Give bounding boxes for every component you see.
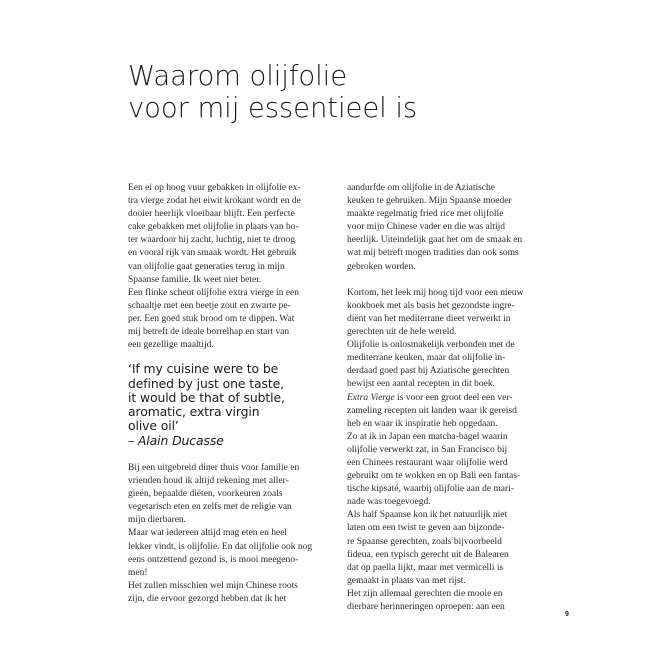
- paragraph-cookbook: [347, 287, 547, 339]
- page-title: [128, 60, 588, 124]
- text-line: Kortom, het leek mij hoog tijd voor een nieuw: [347, 287, 524, 298]
- paragraph-memories: [347, 588, 547, 614]
- text-line: van olijfolie gaat generaties terug in mijn: [128, 261, 285, 272]
- text-line: dat op paella lijkt, maar met vermicelli is: [347, 562, 504, 573]
- text-line: zameling recepten uit landen waar ik gereisd: [347, 405, 517, 416]
- page-number: 9: [565, 611, 569, 618]
- text-line: een gezellige maaltijd.: [128, 340, 214, 351]
- text-line: Het zijn allemaal gerechten die mooie en: [347, 588, 503, 599]
- quote-line: it would be that of subtle,: [128, 389, 285, 405]
- text-line: eens ontzettend gezond is, is mooi meegeno-: [128, 554, 299, 565]
- title-line-1: Waarom olijfolie: [128, 60, 348, 92]
- text-line: dierbare herinneringen oproepen: aan een: [347, 602, 505, 612]
- text-line: kookboek met als basis het gezondste ingre-: [347, 300, 515, 311]
- text-line: nade was toegevoegd.: [347, 497, 431, 508]
- paragraph-asian-kitchen: [347, 182, 547, 274]
- text-line: Als half Spaanse kon ik het natuurlijk niet: [347, 510, 508, 521]
- title-line-2: voor mij essentieel is: [128, 92, 418, 124]
- text-line: Een ei op hoog vuur gebakken in olijfolie ex-: [128, 183, 301, 193]
- text-line: zijn, die ervoor gezorgd hebben dat ik het: [128, 593, 287, 604]
- paragraph-dipping: [128, 287, 328, 352]
- text-line: heb en waar ik inspiratie heb opgedaan.: [347, 418, 498, 429]
- text-line: re Spaanse gerechten, zoals bijvoorbeeld: [347, 536, 502, 547]
- book-title-italic: Extra Vierge: [347, 392, 395, 403]
- text-line: [347, 392, 547, 405]
- text-line: voor mijn Chinese vader en die was altijd: [347, 222, 506, 233]
- text-line: keuken te gebruiken. Mijn Spaanse moeder: [347, 196, 512, 207]
- text-line: men!: [128, 567, 148, 578]
- paragraph-travels: [347, 431, 547, 510]
- text-line: heerlijk. Uiteindelijk gaat het om de smaak en: [347, 235, 523, 246]
- paragraph-spanish: [347, 509, 547, 588]
- text-line: gerechten uit de hele wereld.: [347, 327, 457, 338]
- text-line: Bij een uitgebreid diner thuis voor familie en: [128, 463, 300, 473]
- paragraph-mediterranean: [347, 339, 547, 391]
- quote-line: olive oil’: [128, 418, 179, 434]
- paragraph-spacer: [347, 274, 547, 287]
- paragraph-intro-egg: [128, 182, 328, 287]
- text-line: vrienden houd ik altijd rekening met aller-: [128, 476, 289, 487]
- paragraph-roots: [128, 580, 328, 606]
- text-line: fideua, een typisch gerecht uit de Balearen: [347, 549, 509, 560]
- text-line: bewijst een aantal recepten in dit boek.: [347, 379, 495, 390]
- quote-attribution: – Alain Ducasse: [128, 432, 224, 448]
- text-line: lekker vindt, is olijfolie. En dat olijfolie ook nog: [128, 541, 313, 552]
- text-line: olijfolie verwerkt zat, in San Francisco bij: [347, 444, 508, 455]
- text-line: per. Een goed stuk brood om te dippen. Wat: [128, 313, 295, 324]
- text-line: tische kipsaté, waarbij olijfolie aan de mari-: [347, 484, 514, 495]
- text-line: gieën, bepaalde diëten, voorkeuren zoals: [128, 489, 283, 500]
- text-line: Olijfolie is onlosmakelijk verbonden met de: [347, 340, 515, 351]
- quote-line: defined by just one taste,: [128, 375, 284, 391]
- text-line: een Chinees restaurant waar olijfolie werd: [347, 457, 508, 468]
- text-line: Maar wat iedereen altijd mag eten en heel: [128, 528, 288, 539]
- right-column: [347, 182, 547, 614]
- text-line: maakte regelmatig fried rice met olijfolie: [347, 209, 504, 220]
- text-line: en vooral rijk van smaak wordt. Het gebruik: [128, 248, 297, 259]
- quote-line: ‘If my cuisine were to be: [128, 361, 279, 377]
- text-line: aandurfde om olijfolie in de Aziatische: [347, 183, 495, 193]
- quote-line: aromatic, extra virgin: [128, 404, 260, 420]
- text-line: mijn dierbaren.: [128, 515, 187, 526]
- text-line: mij betreft de ideale borrelhap en start van: [128, 327, 290, 338]
- text-line: ter waardoor hij zacht, luchtig, niet te droog: [128, 235, 295, 246]
- text-line: laten om een twist te geven aan bijzonde-: [347, 523, 505, 534]
- text-line: Een flinke scheut olijfolie extra vierge in een: [128, 287, 300, 298]
- text-line: Het zullen misschien wel mijn Chinese roots: [128, 580, 298, 591]
- text-line: gemaakt in plaats van met rijst.: [347, 575, 466, 586]
- text-line: cake gebakken met olijfolie in plaats van bo-: [128, 222, 299, 233]
- paragraph-extra-vierge: [347, 392, 547, 431]
- pull-quote: [128, 362, 328, 448]
- paragraph-healthy: [128, 527, 328, 579]
- text-line: derdaad goed past bij Aziatische gerechten: [347, 366, 510, 377]
- text-line: schaaltje met een beetje zout en zwarte pe-: [128, 300, 291, 311]
- text-line: Zo at ik in Japan een matcha-bagel waarin: [347, 431, 508, 442]
- text-line: gebruikt om te wokken en op Bali een fantas-: [347, 471, 521, 482]
- text-line: Spaanse familie. Ik weet niet beter.: [128, 274, 262, 285]
- text-line: vegetarisch eten en zelfs met de religie van: [128, 502, 292, 513]
- text-line: gebroken worden.: [347, 261, 416, 272]
- text-line: dooier heerlijk vloeibaar blijft. Een perfecte: [128, 209, 295, 220]
- left-column: [128, 182, 328, 606]
- text-line: diënt van het mediterrane dieet verwerkt in: [347, 313, 511, 324]
- paragraph-dinner: [128, 462, 328, 527]
- text-line: mediterrane keuken, maar dat olijfolie in-: [347, 353, 506, 364]
- text-line: wat mij betreft mogen tradities dan ook soms: [347, 248, 519, 259]
- text-line: tra vierge zodat het eiwit krokant wordt en de: [128, 196, 301, 207]
- text-fragment: is voor een groot deel een ver-: [394, 392, 513, 403]
